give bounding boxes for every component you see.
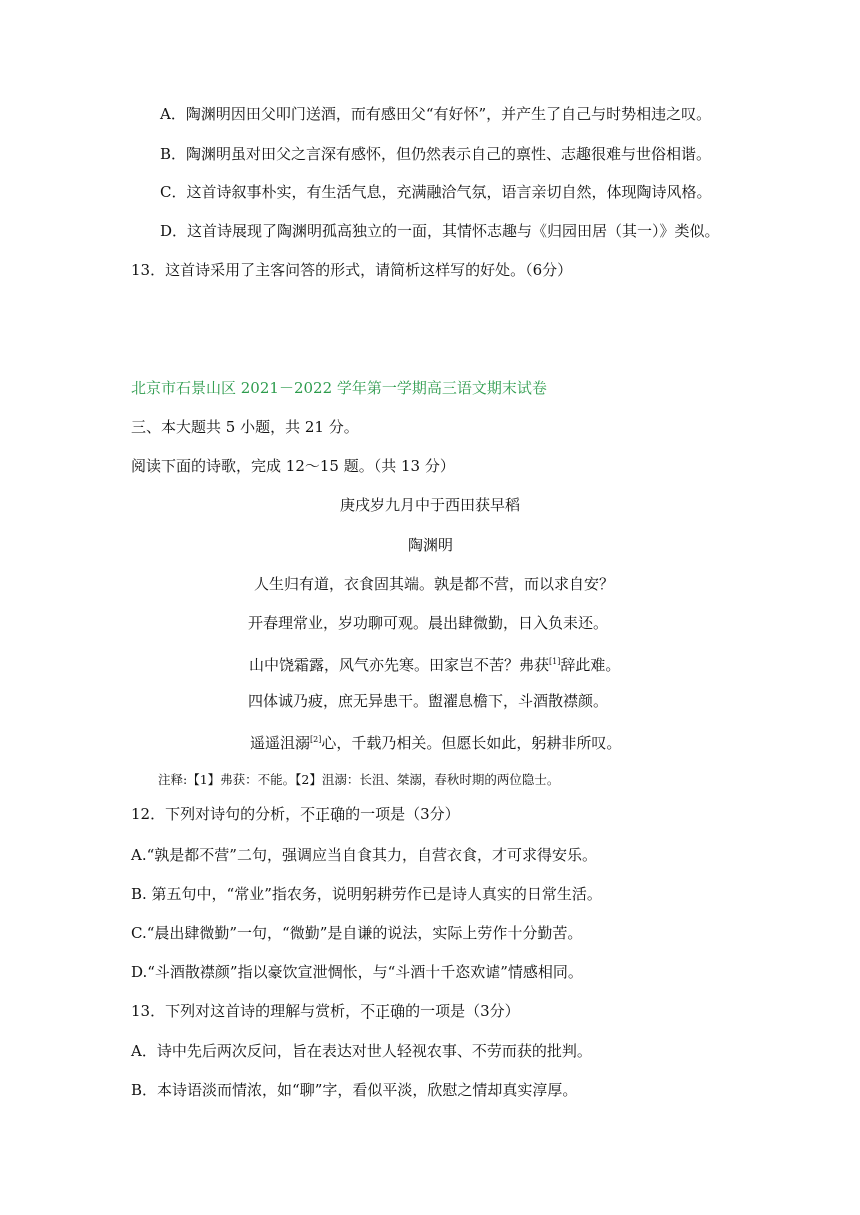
poem-line-text: 心，千载乃相关。但愿长如此，躬耕非所叹。 [321, 734, 622, 752]
poem-title: 庚戌岁九月中于西田获早稻 [340, 496, 521, 514]
poem-line: 四体诚乃疲，庶无异患干。盥濯息檐下，斗酒散襟颜。 [248, 692, 609, 710]
question-12-stem [131, 804, 460, 824]
question-13-option-a: A．诗中先后两次反问，旨在表达对世人轻视农事、不劳而获的批判。 [131, 1042, 592, 1060]
footnote-marker: [1] [549, 657, 561, 666]
emphasis-char: 不 [360, 1002, 376, 1020]
prev-option-b: B．陶渊明虽对田父之言深有感怀，但仍然表示自己的禀性、志趣很难与世俗相谐。 [160, 145, 712, 163]
emphasis-char: 确 [330, 805, 346, 823]
stem-text: 13．下列对这首诗的理解与赏析， [131, 1002, 361, 1020]
emphasis-char: 正 [375, 1002, 391, 1020]
stem-text: 的一项是（3分） [405, 1002, 520, 1020]
poem-line-text: 辞此难。 [560, 656, 621, 674]
emphasis-char: 不 [300, 805, 316, 823]
section-heading: 三、本大题共 5 小题，共 21 分。 [131, 418, 359, 436]
prev-question-13: 13．这首诗采用了主客问答的形式，请简析这样写的好处。（6分） [131, 261, 573, 279]
emphasis-char: 确 [390, 1002, 406, 1020]
question-13-option-b: B．本诗语淡而情浓，如“聊”字，看似平淡，欣慰之情却真实淳厚。 [131, 1081, 578, 1099]
stem-text: 的一项是（3分） [345, 805, 460, 823]
question-12-option-d: D.“斗酒散襟颜”指以豪饮宣泄惆怅，与“斗酒十千恣欢谑”情感相同。 [131, 963, 583, 981]
stem-text: 12．下列对诗句的分析， [131, 805, 301, 823]
question-12-option-b: B. 第五句中，“常业”指农务，说明躬耕劳作已是诗人真实的日常生活。 [131, 885, 602, 903]
exam-title: 北京市石景山区 2021－2022 学年第一学期高三语文期末试卷 [131, 379, 547, 397]
prev-option-a: A．陶渊明因田父叩门送酒，而有感田父“有好怀”，并产生了自己与时势相违之叹。 [160, 105, 712, 123]
question-12-option-c: C.“晨出肆微勤”一句，“微勤”是自谦的说法，实际上劳作十分勤苦。 [131, 924, 583, 942]
emphasis-char: 正 [315, 805, 331, 823]
poem-author: 陶渊明 [408, 536, 454, 554]
poem-line-text: 山中饶霜露，风气亦先寒。田家岂不苦？弗获 [249, 656, 550, 674]
question-12-option-a: A.“孰是都不营”二句，强调应当自食其力，自营衣食，才可求得安乐。 [131, 846, 597, 864]
poem-line-text: 遥遥沮溺 [250, 734, 311, 752]
prev-option-d: D．这首诗展现了陶渊明孤高独立的一面，其情怀志趣与《归园田居（其一）》类似。 [160, 222, 720, 240]
poem-line [250, 730, 621, 753]
poem-notes: 注释:【1】弗获：不能。【2】沮溺：长沮、桀溺，春秋时期的两位隐士。 [158, 772, 560, 787]
footnote-marker: [2] [310, 735, 322, 744]
poem-line [249, 652, 620, 675]
question-13-stem [131, 1001, 520, 1021]
prev-option-c: C．这首诗叙事朴实，有生活气息，充满融洽气氛，语言亲切自然，体现陶诗风格。 [160, 183, 712, 201]
reading-instruction: 阅读下面的诗歌，完成 12～15 题。（共 13 分） [131, 457, 455, 475]
poem-line: 开春理常业，岁功聊可观。晨出肆微勤，日入负耒还。 [248, 614, 609, 632]
poem-line: 人生归有道，衣食固其端。孰是都不营，而以求自安？ [254, 575, 615, 593]
